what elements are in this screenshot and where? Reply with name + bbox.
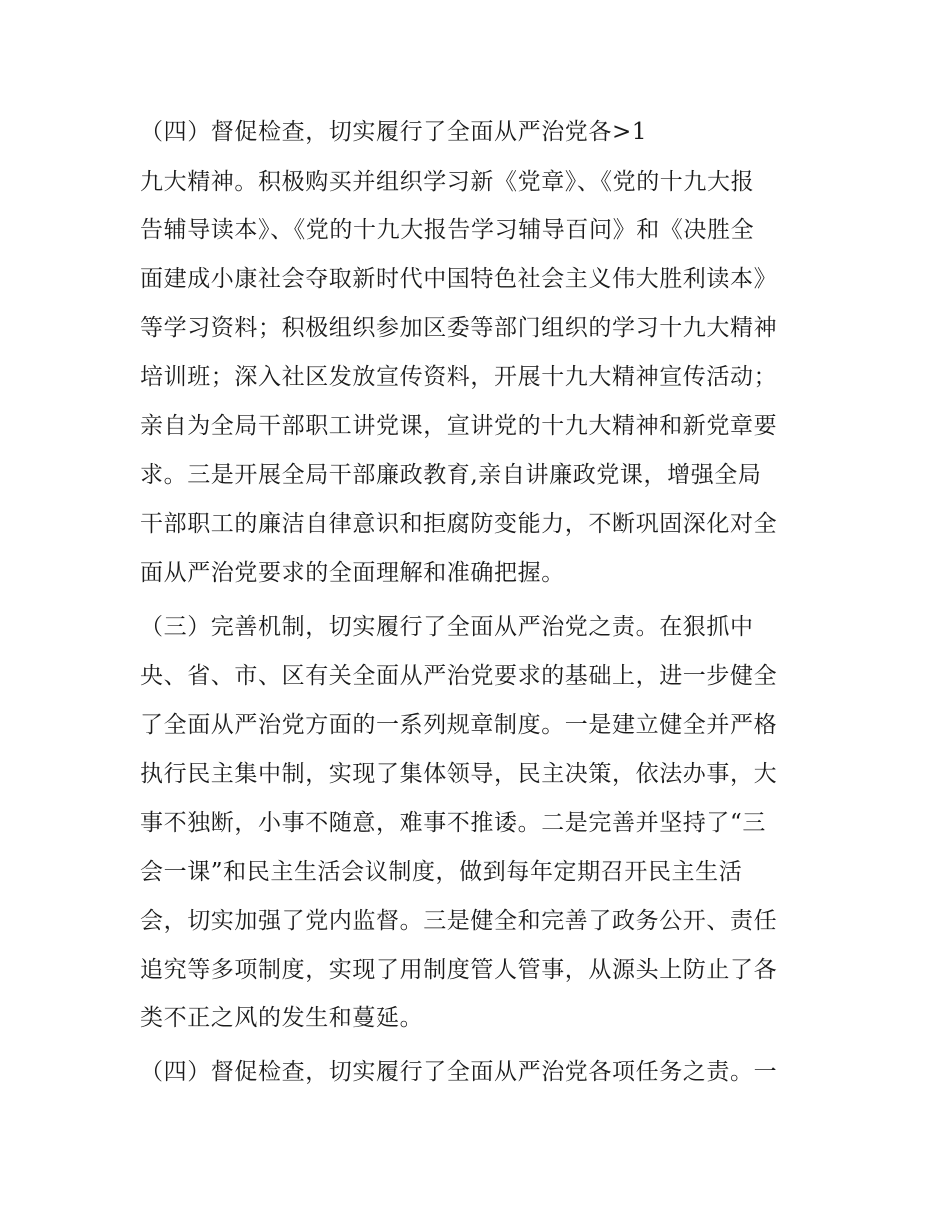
text-line: （三）完善机制，切实履行了全面从严治党之责。在狠抓中: [140, 614, 754, 640]
text-line: 执行民主集中制，实现了集体领导，民主决策，依法办事，大: [140, 761, 778, 787]
text-line: 干部职工的廉洁自律意识和拒腐防变能力，不断巩固深化对全: [140, 511, 778, 537]
text-line: 追究等多项制度，实现了用制度管人管事，从源头上防止了各: [140, 957, 778, 983]
text-line: 亲自为全局干部职工讲党课，宣讲党的十九大精神和新党章要: [140, 413, 778, 439]
text-line: 事不独断，小事不随意，难事不推诿。二是完善并坚持了“三: [140, 810, 766, 836]
text-line: 了全面从严治党方面的一系列规章制度。一是建立健全并严格: [140, 712, 778, 738]
text-line: （四）督促检查，切实履行了全面从严治党各项任务之责。一: [140, 1059, 778, 1085]
text-line: 求。三是开展全局干部廉政教育,亲自讲廉政党课，增强全局: [140, 462, 762, 488]
text-line: 央、省、市、区有关全面从严治党要求的基础上，进一步健全: [140, 663, 778, 689]
text-line: 培训班；深入社区发放宣传资料，开展十九大精神宣传活动；: [140, 364, 778, 390]
text-line: （四）督促检查，切实履行了全面从严治党各>1: [140, 119, 648, 145]
text-line: 等学习资料；积极组织参加区委等部门组织的学习十九大精神: [140, 315, 778, 341]
text-line: 告辅导读本》、《党的十九大报告学习辅导百问》和《决胜全: [140, 217, 755, 243]
text-line: 九大精神。积极购买并组织学习新《党章》、《党的十九大报: [140, 169, 755, 195]
text-line: 类不正之风的发生和蔓延。: [140, 1005, 424, 1031]
text-line: 会一课”和民主生活会议制度，做到每年定期召开民主生活: [140, 859, 743, 885]
text-line: 面建成小康社会夺取新时代中国特色社会主义伟大胜利读本》: [140, 266, 778, 292]
text-line: 会，切实加强了党内监督。三是健全和完善了政务公开、责任: [140, 908, 778, 934]
text-line: 面从严治党要求的全面理解和准确把握。: [140, 560, 565, 586]
